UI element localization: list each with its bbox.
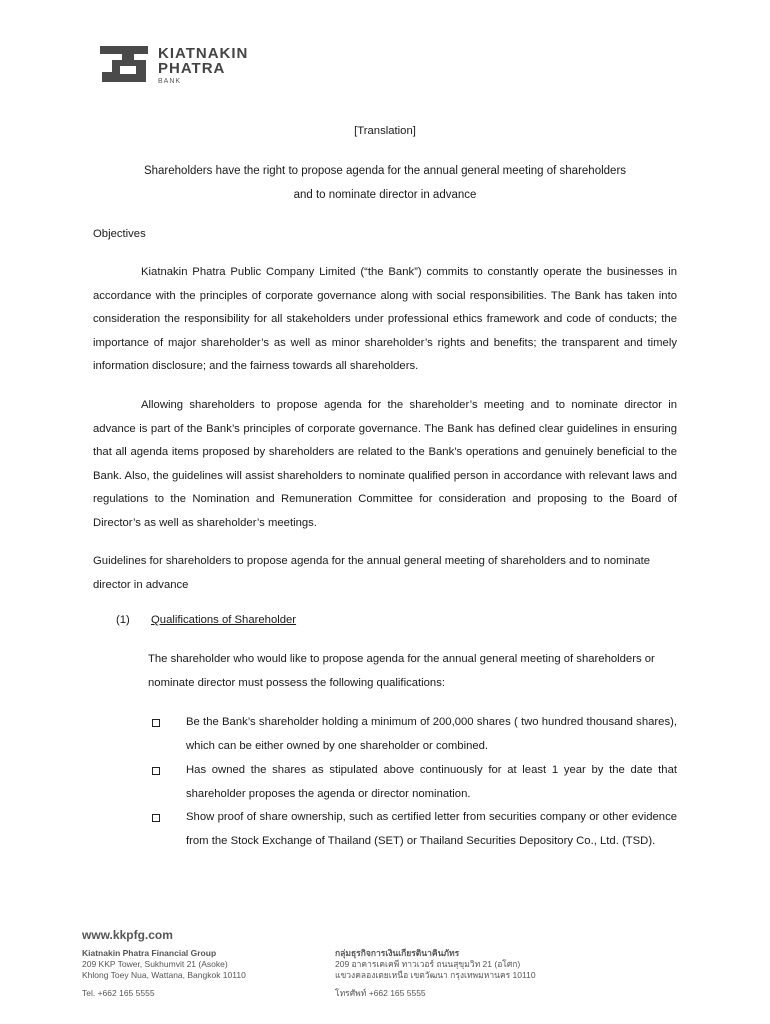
footer-th-tel: โทรศัพท์ +662 165 5555 [335,988,426,998]
footer-th-addr-1: 209 อาคารเคเคพี ทาวเวอร์ ถนนสุขุมวิท 21 (อโศก) [335,959,521,969]
footer-url: www.kkpfg.com [82,928,173,942]
section-number: (1) [116,614,130,626]
footer-th-addr-2: แขวงคลองเตยเหนือ เขตวัฒนา กรุงเทพมหานคร 10110 [335,970,536,980]
section-title: Qualifications of Shareholder [151,614,297,626]
translation-label: [Translation] [354,125,416,137]
footer-en-name: Kiatnakin Phatra Financial Group [82,948,217,958]
footer-en-tel: Tel. +662 165 5555 [82,988,155,998]
objectives-paragraph-2: Allowing shareholders to propose agenda for the shareholder’s meeting and to nominate director in advance is part of the Bank’s principles of corporate governance. The Bank has defined clear guidelines in ensuring that all agenda items proposed by shareholders are related to the Bank’s operations and genuinely beneficial to the Bank. Also, the guidelines will assist shareholders to nominate qualified person in accordance with relevant laws and regulations to the Nomination and Remuneration Committee for consideration and proposing to the Board of Director’s as well as shareholder’s meetings. [93,399,677,529]
footer-english-address [82,948,246,999]
objectives-paragraph-1: Kiatnakin Phatra Public Company Limited (“the Bank”) commits to constantly operate the businesses in accordance with the principles of corporate governance along with social responsibilities. The Bank has taken into consideration the responsibility for all stakeholders under professional ethics framework and code of conducts; the importance of major shareholder’s as well as minor shareholder’s rights and benefits; the transparent and timely information disclosure; and the fairness towards all shareholders. [93,266,677,372]
footer-en-addr-1: 209 KKP Tower, Sukhumvit 21 (Asoke) [82,959,228,969]
footer-en-addr-2: Khlong Toey Nua, Wattana, Bangkok 10110 [82,970,246,980]
logo-name [158,46,248,76]
qualification-bullet-2: Has owned the shares as stipulated above continuously for at least 1 year by the date that shareholder proposes the agenda or director nomination. [186,764,677,800]
bullet-box-icon [152,767,160,775]
logo-text-bank: BANK [158,78,182,85]
page-footer [82,928,682,998]
objectives-heading: Objectives [93,228,146,240]
section-intro: The shareholder who would like to propose agenda for the annual general meeting of shareholders or nominate director must possess the following qualifications: [148,653,655,689]
document-title-line-1: Shareholders have the right to propose agenda for the annual general meeting of shareholders [143,165,627,177]
qualification-bullet-3: Show proof of share ownership, such as certified letter from securities company or other evidence from the Stock Exchange of Thailand (SET) or Thailand Securities Depository Co., Ltd. (TSD). [186,811,677,847]
kkp-logo-mark-icon [98,44,150,84]
document-title-line-2: and to nominate director in advance [293,189,477,201]
qualification-bullet-1: Be the Bank’s shareholder holding a minimum of 200,000 shares ( two hundred thousand shares), which can be either owned by one shareholder or combined. [186,716,677,752]
footer-th-name: กลุ่มธุรกิจการเงินเกียรตินาคินภัทร [335,948,460,958]
logo-text-kiatnakin: KIATNAKIN [158,45,249,62]
logo-text-phatra: PHATRA [158,60,226,77]
bullet-box-icon [152,814,160,822]
guidelines-heading: Guidelines for shareholders to propose agenda for the annual general meeting of shareholders and to nominate director in advance [93,555,651,591]
bullet-box-icon [152,719,160,727]
footer-thai-address [335,948,536,999]
bank-logo [98,42,268,92]
